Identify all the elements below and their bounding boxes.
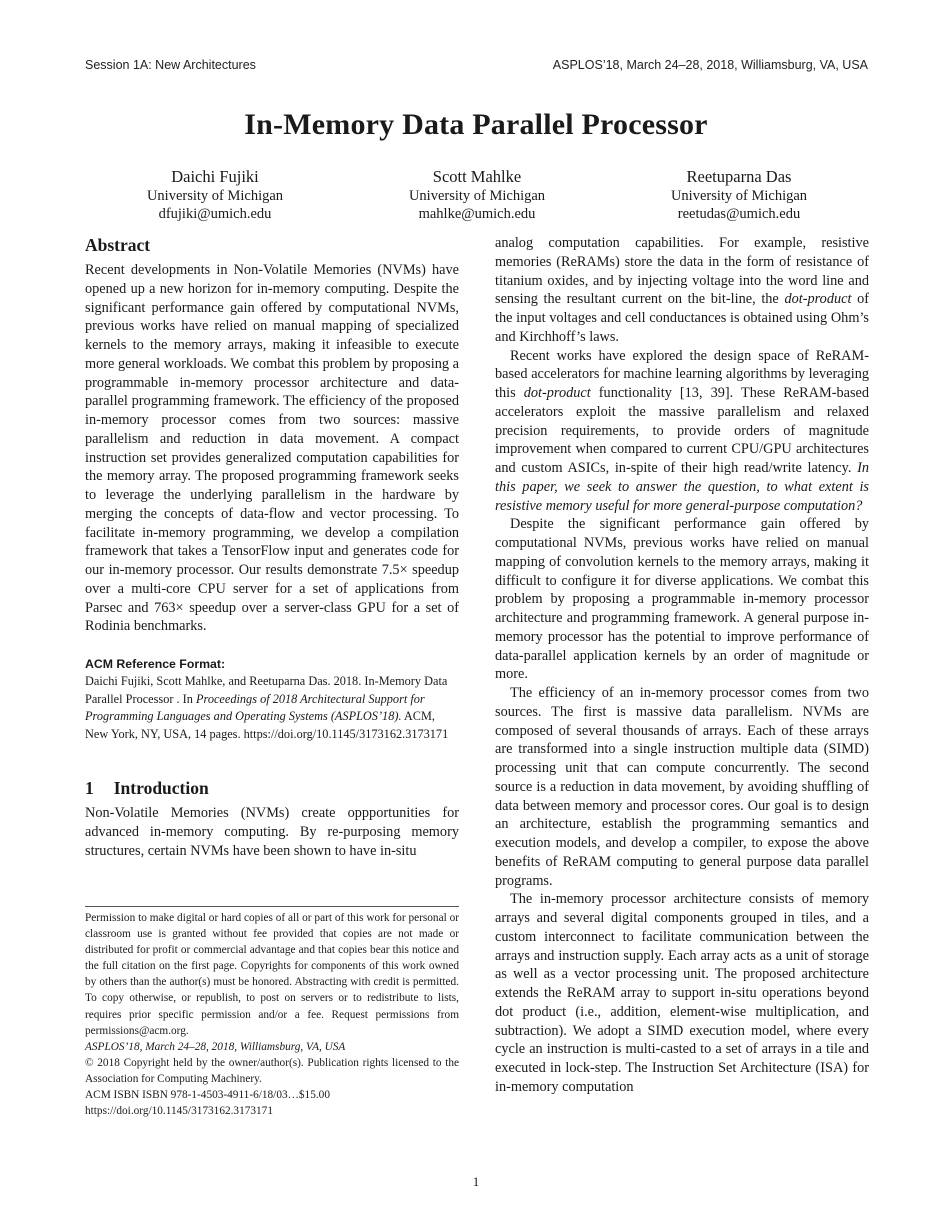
isbn-line: ACM ISBN ISBN 978-1-4503-4911-6/18/03…$15.00 (85, 1089, 330, 1102)
author-name: Reetuparna Das (686, 167, 792, 186)
acm-reference-authors: Daichi Fujiki, Scott Mahlke, and Reetuparna Das. 2018. In-Memory Data Parallel Processor . In (85, 674, 448, 706)
permission-text: Permission to make digital or hard copies of all or part of this work for personal or classroom use is granted without fee provided that copies are not made or distributed for profit or commercial advantage and that copies bear this notice and the full citation on the first page. Copyrights for components of this work owned by others than the author(s) must be honored. Abstracting with credit is permitted. To copy otherwise, or republish, to post on servers or to redistribute to lists, requires prior specific permission and/or a fee. Request permissions from permissions@acm.org. (85, 912, 459, 1037)
author-1 (85, 166, 345, 223)
section-title: Introduction (113, 778, 209, 798)
left-column (85, 234, 459, 860)
acm-reference-publisher: ACM, New York, NY, USA, 14 pages. https://doi.org/10.1145/3173162.3173171 (85, 709, 449, 741)
abstract-heading: Abstract (85, 235, 151, 255)
author-name: Scott Mahlke (432, 167, 522, 186)
acm-reference-venue: Proceedings of 2018 Architectural Support for Programming Languages and Operating Systems (ASPLOS’18). (85, 691, 425, 723)
paper-title: In-Memory Data Parallel Processor (244, 108, 708, 141)
footnote-divider (85, 906, 459, 907)
abstract-text: Recent developments in Non-Volatile Memories (NVMs) have opened up a new horizon for in-memory computing. Despite the significant performance gain offered by computational NVMs, previous works have relied on manual mapping of specialized kernels to the memory arrays, making it infeasible to execute more general workloads. We combat this problem by proposing a programmable in-memory processor architecture and data-parallel programming framework. The efficiency of the proposed in-memory processor comes from two sources: massive parallelism and reduction in data movement. A compact instruction set provides generalized computation capabilities for the memory array. The proposed programming framework seeks to leverage the underlying parallelism in the hardware by merging the concepts of data-flow and vector processing. To facilitate in-memory programming, we develop a compilation framework that takes a TensorFlow input and generates code for our in-memory processor. Our results demonstrate 7.5× speedup over a multi-core CPU server for a set of applications from Parsec and 763× speedup over a server-class GPU for a set of Rodinia benchmarks. (85, 262, 459, 635)
doi-line: https://doi.org/10.1145/3173162.3173171 (85, 1105, 273, 1118)
author-email: reetudas@umich.edu (677, 206, 801, 222)
page-number: 1 (472, 1174, 480, 1189)
intro-paragraph-4: The efficiency of an in-memory processor comes from two sources. The first is massive data parallelism. NVMs are composed of several thousands of arrays. Each of these arrays are transformed into a single instruction multiple data (SIMD) processing unit that can compute concurrently. The second source is a reduction in data movement, by avoiding shuffling of data between memory and processor cores. Our goal is to design an architecture, establish the programming semantics and execution models, and develop a compiler, to expose the above benefits of ReRAM computing to general purpose data parallel programs. (495, 685, 869, 889)
intro-paragraph-1: analog computation capabilities. For example, resistive memories (ReRAMs) store the data in the form of resistance of titanium oxides, and by injecting voltage into the word line and sensing the resultant current on the bit-line, the dot-product of the input voltages and cell conductances is obtained using Ohm’s and Kirchhoff’s laws. (495, 235, 870, 345)
author-3 (609, 166, 869, 223)
author-name: Daichi Fujiki (171, 167, 259, 186)
running-header-venue: ASPLOS’18, March 24–28, 2018, Williamsburg, VA, USA (552, 58, 868, 72)
acm-reference-heading: ACM Reference Format: (85, 657, 226, 671)
intro-paragraph-3: Despite the significant performance gain offered by computational NVMs, previous works have relied on manual mapping of convolution kernels to the memory arrays, making it difficult to configure it for diverse applications. We combat this problem by proposing a programmable in-memory processor architecture and programming framework. A general purpose in-memory processor has the potential to improve performance of data-parallel application kernels by an order of magnitude or more. (495, 516, 869, 683)
section-number: 1 (85, 778, 94, 798)
author-affiliation: University of Michigan (408, 188, 546, 204)
author-affiliation: University of Michigan (670, 188, 808, 204)
intro-paragraph-2: Recent works have explored the design space of ReRAM-based accelerators for machine learning algorithms by leveraging this dot-product functionality [13, 39]. These ReRAM-based accelerators exploit the massive parallelism and relaxed precision requirements, to provide orders of magnitude improvement when compared to current CPU/GPU architectures and custom ASICs, in-spite of their high read/write latency. In this paper, we seek to answer the question, to what extent is resistive memory useful for more general-purpose computation? (495, 347, 870, 514)
right-column (495, 234, 869, 1097)
permission-notice (85, 910, 459, 1119)
author-block (85, 166, 869, 223)
author-2 (347, 166, 607, 223)
acm-reference-text (85, 673, 459, 743)
intro-paragraph-5: The in-memory processor architecture consists of memory arrays and several digital components grouped in tiles, and a custom interconnect to facilitate communication between the arrays and instruction supply. Each array acts as a unit of storage as well as a vector processing unit. The proposed architecture extends the ReRAM array to support in-situ operations beyond dot product (i.e., addition, element-wise multiplication, and subtraction). We adopt a SIMD execution model, where every cycle an instruction is multi-casted to a set of arrays in a tile and executed in lock-step. The Instruction Set Architecture (ISA) for in-memory computation (495, 891, 869, 1095)
copyright-line: © 2018 Copyright held by the owner/author(s). Publication rights licensed to the Association for Computing Machinery. (85, 1056, 459, 1085)
introduction-heading (85, 777, 459, 799)
author-email: mahlke@umich.edu (418, 206, 536, 222)
introduction-text: Non-Volatile Memories (NVMs) create oppportunities for advanced in-memory computing. By re-purposing memory structures, certain NVMs have been shown to have in-situ (85, 805, 459, 859)
author-email: dfujiki@umich.edu (158, 206, 272, 222)
author-affiliation: University of Michigan (146, 188, 284, 204)
permission-venue: ASPLOS’18, March 24–28, 2018, Williamsburg, VA, USA (85, 1040, 346, 1053)
running-header-session: Session 1A: New Architectures (85, 58, 256, 72)
